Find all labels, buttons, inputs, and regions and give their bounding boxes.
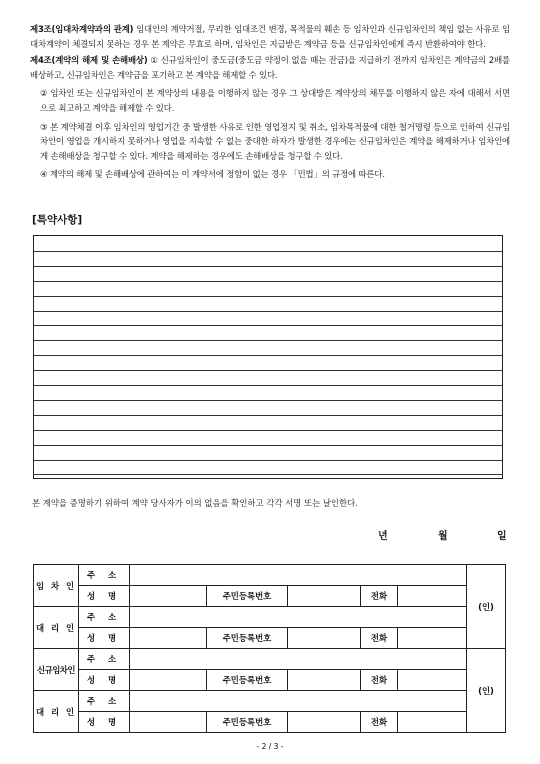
clause-4-paragraph-1: ① 신규임차인이 중도금(중도금 약정이 없을 때는 잔금)을 지급하기 전까지 임차인은 계약금의 2배를 배상하고, 신규임차인은 계약금을 포기하고 본 계약을 해제할 수 있다. xyxy=(30,55,510,80)
name-field[interactable] xyxy=(130,628,207,649)
clause-4-paragraph-4: ④ 계약의 해제 및 손해배상에 관하여는 이 계약서에 정함이 없는 경우 「민법」의 규정에 따른다. xyxy=(40,169,385,180)
special-terms-line xyxy=(34,281,502,282)
address-field[interactable] xyxy=(130,607,467,628)
special-terms-line xyxy=(34,340,502,341)
name-label: 성 명 xyxy=(79,712,130,733)
name-field[interactable] xyxy=(130,586,207,607)
clause-4 xyxy=(30,53,510,82)
clause-4-paragraph-2: ② 임차인 또는 신규임차인이 본 계약상의 내용을 이행하지 않는 경우 그 상대방은 계약상의 채무를 이행하지 않은 자에 대해서 서면으로 최고하고 계약을 해제할 수 있다. xyxy=(40,88,510,113)
clause-3-heading: 제3조(임대차계약과의 관계) xyxy=(30,24,134,34)
table-row xyxy=(34,586,506,607)
resident-number-label: 주민등록번호 xyxy=(207,670,288,691)
special-terms-line xyxy=(34,311,502,312)
special-terms-line xyxy=(34,460,502,461)
special-terms-line xyxy=(34,251,502,252)
page-number: - 2 / 3 - xyxy=(256,742,284,751)
clause-3 xyxy=(30,22,510,51)
role-agent: 대 리 인 xyxy=(34,607,79,649)
clause-4-paragraph-3: ③ 본 계약체결 이후 임차인의 영업기간 중 발생한 사유로 인한 영업정지 및 취소, 임차목적물에 대한 철거명령 등으로 인하여 신규임차인이 영업을 개시하지 못하거나 영업을 지속할 수 없는 중대한 하자가 발생한 경우에는 신규임차인은 계약을 해제하거나 임차인에게 손해배상을 청구할 수 있다. 계약을 해제하는 경우에도 손해배상을 청구할 수 있다. xyxy=(40,121,510,161)
resident-number-field[interactable] xyxy=(288,586,361,607)
special-terms-line xyxy=(34,415,502,416)
seal-mark: (인) xyxy=(467,649,506,733)
table-row xyxy=(34,607,506,628)
table-row xyxy=(34,712,506,733)
role-agent: 대 리 인 xyxy=(34,691,79,733)
table-row xyxy=(34,691,506,712)
address-label: 주 소 xyxy=(79,649,130,670)
special-terms-line xyxy=(34,370,502,371)
special-terms-box[interactable] xyxy=(33,235,503,479)
phone-field[interactable] xyxy=(398,670,467,691)
special-terms-line xyxy=(34,266,502,267)
name-label: 성 명 xyxy=(79,586,130,607)
phone-label: 전화 xyxy=(361,628,398,649)
date-month-label: 월 xyxy=(438,531,448,542)
phone-label: 전화 xyxy=(361,670,398,691)
special-terms-line xyxy=(34,325,502,326)
name-field[interactable] xyxy=(130,670,207,691)
resident-number-label: 주민등록번호 xyxy=(207,712,288,733)
phone-field[interactable] xyxy=(398,628,467,649)
special-terms-line xyxy=(34,445,502,446)
table-row xyxy=(34,565,506,586)
name-field[interactable] xyxy=(130,712,207,733)
role-tenant: 임 차 인 xyxy=(34,565,79,607)
date-year-label: 년 xyxy=(378,531,388,542)
address-label: 주 소 xyxy=(79,565,130,586)
role-new-tenant: 신규임차인 xyxy=(34,649,79,691)
confirmation-statement: 본 계약을 증명하기 위하여 계약 당사자가 이의 없음을 확인하고 각각 서명 또는 날인한다. xyxy=(32,498,358,508)
phone-label: 전화 xyxy=(361,712,398,733)
resident-number-field[interactable] xyxy=(288,712,361,733)
special-terms-line xyxy=(34,355,502,356)
phone-field[interactable] xyxy=(398,712,467,733)
clauses-section xyxy=(30,22,510,184)
address-label: 주 소 xyxy=(79,607,130,628)
resident-number-field[interactable] xyxy=(288,670,361,691)
address-field[interactable] xyxy=(130,649,467,670)
special-terms-line xyxy=(34,474,502,475)
address-label: 주 소 xyxy=(79,691,130,712)
address-field[interactable] xyxy=(130,691,467,712)
special-terms-line xyxy=(34,400,502,401)
table-row xyxy=(34,670,506,691)
seal-mark: (인) xyxy=(467,565,506,649)
clause-3-text: 임대인의 계약거절, 무리한 임대조건 변경, 목적물의 훼손 등 임차인과 신규임차인의 책임 없는 사유로 임대차계약이 체결되지 못하는 경우 본 계약은 무효로 하며, 임차인은 지급받은 계약금 등을 신규임차인에게 즉시 반환하여야 한다. xyxy=(30,24,511,49)
signature-table xyxy=(33,564,506,733)
name-label: 성 명 xyxy=(79,670,130,691)
resident-number-field[interactable] xyxy=(288,628,361,649)
special-terms-line xyxy=(34,430,502,431)
table-row xyxy=(34,649,506,670)
clause-4-heading: 제4조(계약의 해제 및 손해배상) xyxy=(30,55,148,66)
resident-number-label: 주민등록번호 xyxy=(207,628,288,649)
resident-number-label: 주민등록번호 xyxy=(207,586,288,607)
special-terms-line xyxy=(34,296,502,297)
name-label: 성 명 xyxy=(79,628,130,649)
phone-field[interactable] xyxy=(398,586,467,607)
date-day-label: 일 xyxy=(497,531,507,542)
special-terms-line xyxy=(34,385,502,386)
table-row xyxy=(34,628,506,649)
special-terms-title: [특약사항] xyxy=(32,214,83,226)
phone-label: 전화 xyxy=(361,586,398,607)
address-field[interactable] xyxy=(130,565,467,586)
